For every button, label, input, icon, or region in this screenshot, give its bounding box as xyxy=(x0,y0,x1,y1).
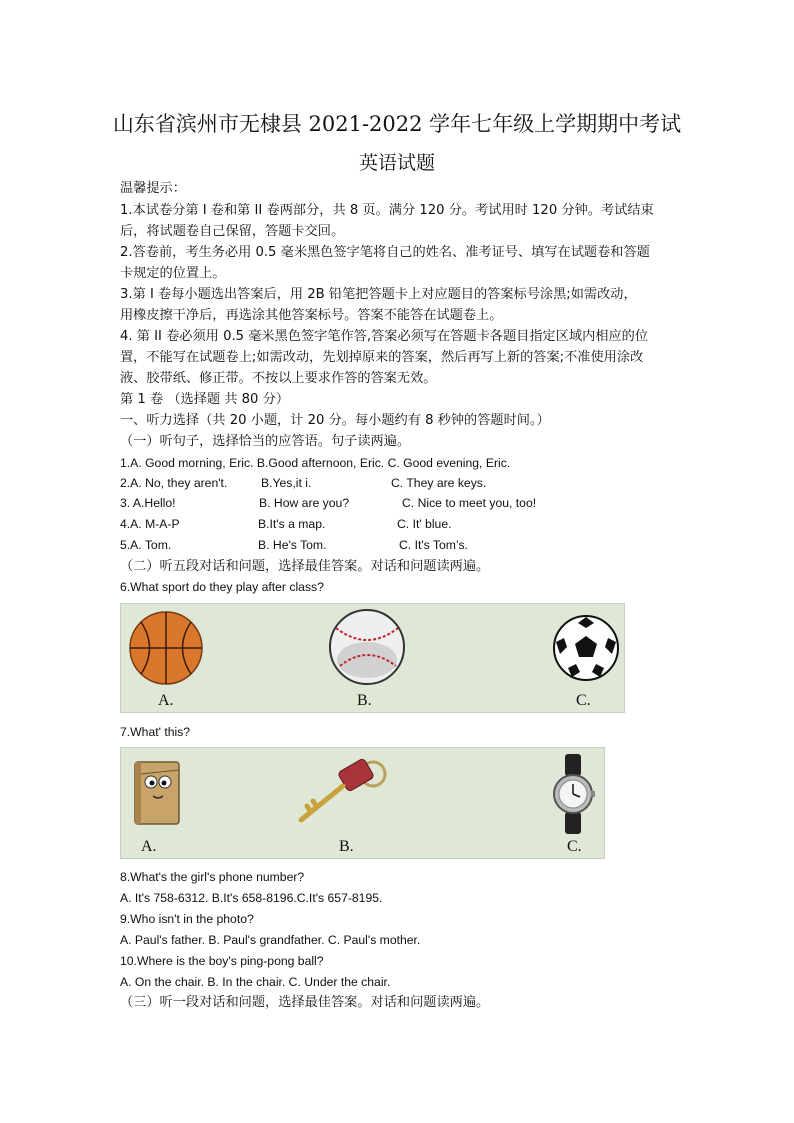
watch-icon xyxy=(549,754,597,834)
q6-label-c: C. xyxy=(576,692,591,709)
q7-label-a: A. xyxy=(141,838,157,855)
q6-label-b: B. xyxy=(357,692,372,709)
notice-line: 3.第 I 卷每小题选出答案后，用 2B 铅笔把答题卡上对应题目的答案标号涂黑;如需改动， xyxy=(120,287,637,302)
notice-line: 液、胶带纸、修正带。不按以上要求作答的答案无效。 xyxy=(120,371,437,386)
q3-option-b: B. How are you? xyxy=(259,496,350,510)
q7-label-b: B. xyxy=(339,838,354,855)
page-title: 山东省滨州市无棣县 2021-2022 学年七年级上学期期中考试 xyxy=(112,112,682,136)
q4-option-a: 4.A. M-A-P xyxy=(120,517,180,531)
question-8: 8.What's the girl's phone number? xyxy=(120,870,305,884)
key-icon xyxy=(293,754,389,832)
q7-label-c: C. xyxy=(567,838,582,855)
notice-line: 4. 第 II 卷必须用 0.5 毫米黑色签字笔作答,答案必须写在答题卡各题目指定区域内相应的位 xyxy=(120,329,649,344)
notice-heading: 温馨提示： xyxy=(120,181,186,196)
notice-line: 置，不能写在试题卷上;如需改动，先划掉原来的答案，然后再写上新的答案;不准使用涂改 xyxy=(120,350,644,365)
q3-option-a: 3. A.Hello! xyxy=(120,496,176,510)
notice-line: 用橡皮擦干净后，再选涂其他答案标号。答案不能答在试题卷上。 xyxy=(120,308,503,323)
question-6: 6.What sport do they play after class? xyxy=(120,580,324,594)
notice-line: 2.答卷前，考生务必用 0.5 毫米黑色签字笔将自己的姓名、准考证号、填写在试题卷和答题 xyxy=(120,245,650,260)
baseball-icon xyxy=(326,608,408,686)
q5-option-a: 5.A. Tom. xyxy=(120,538,172,552)
q2-option-a: 2.A. No, they aren't. xyxy=(120,476,228,490)
part-heading: （二）听五段对话和问题，选择最佳答案。对话和问题读两遍。 xyxy=(120,559,490,574)
basketball-icon xyxy=(128,610,204,686)
q10-options: A. On the chair. B. In the chair. C. Under the chair. xyxy=(120,975,391,989)
question-7: 7.What' this? xyxy=(120,725,191,739)
question-1: 1.A. Good morning, Eric. B.Good afternoon, Eric. C. Good evening, Eric. xyxy=(120,456,511,470)
q2-option-c: C. They are keys. xyxy=(391,476,487,490)
question-9: 9.Who isn't in the photo? xyxy=(120,912,254,926)
q5-option-b: B. He's Tom. xyxy=(258,538,327,552)
q7-picture-panel xyxy=(120,747,605,859)
volume-heading: 第 1 卷 （选择题 共 80 分） xyxy=(120,392,290,407)
question-10: 10.Where is the boy's ping-pong ball? xyxy=(120,954,324,968)
q9-options: A. Paul's father. B. Paul's grandfather. C. Paul's mother. xyxy=(120,933,421,947)
q6-label-a: A. xyxy=(158,692,174,709)
soccer-ball-icon xyxy=(552,614,620,682)
section-heading: 一、听力选择（共 20 小题，计 20 分。每小题约有 8 秒钟的答题时间。） xyxy=(120,413,550,428)
notice-line: 后，将试题卷自己保留，答题卡交回。 xyxy=(120,224,345,239)
notebook-icon xyxy=(129,756,187,830)
q4-option-b: B.It's a map. xyxy=(258,517,326,531)
q2-option-b: B.Yes,it i. xyxy=(261,476,312,490)
q8-options: A. It's 758-6312. B.It's 658-8196.C.It's 657-8195. xyxy=(120,891,383,905)
notice-line: 1.本试卷分第 I 卷和第 II 卷两部分，共 8 页。满分 120 分。考试用时 120 分钟。考试结束 xyxy=(120,203,654,218)
page-subtitle: 英语试题 xyxy=(358,152,435,174)
part-heading: （三）听一段对话和问题，选择最佳答案。对话和问题读两遍。 xyxy=(120,995,490,1010)
notice-line: 卡规定的位置上。 xyxy=(120,266,226,281)
q6-picture-panel xyxy=(120,603,625,713)
part-heading: （一）听句子，选择恰当的应答语。句子读两遍。 xyxy=(120,434,411,449)
q3-option-c: C. Nice to meet you, too! xyxy=(402,496,537,510)
q5-option-c: C. It's Tom’s. xyxy=(399,538,468,552)
q4-option-c: C. It' blue. xyxy=(397,517,452,531)
